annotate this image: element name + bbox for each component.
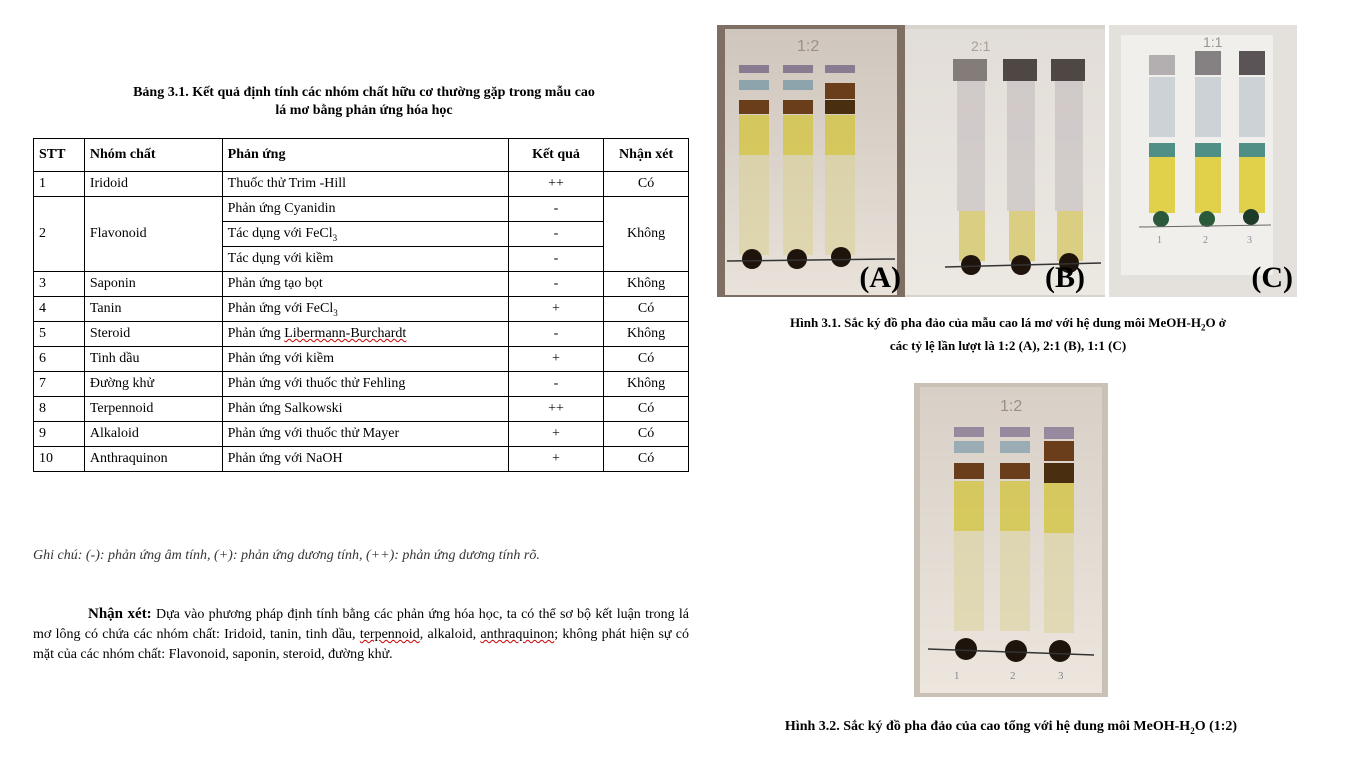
remark-text: , alkaloid, xyxy=(419,627,481,642)
table-row xyxy=(34,347,689,372)
cell-result: - xyxy=(508,372,603,397)
cell-comment: Có xyxy=(604,172,689,197)
cell-stt: 1 xyxy=(34,172,85,197)
cell-group: Tinh dầu xyxy=(84,347,222,372)
cell-comment: Có xyxy=(604,447,689,472)
cell-group: Iridoid xyxy=(84,172,222,197)
cell-comment: Có xyxy=(604,297,689,322)
tlc-plate-b xyxy=(905,25,1105,297)
header-result: Kết quả xyxy=(508,139,603,172)
reaction-name-underlined: Libermann-Burchardt xyxy=(284,326,407,341)
results-table xyxy=(33,138,689,472)
remark-term-anthraquinon: anthraquinon xyxy=(480,627,555,642)
cell-group: Terpennoid xyxy=(84,397,222,422)
cell-reaction: Phản ứng với thuốc thử Fehling xyxy=(222,372,508,397)
figure-3-1 xyxy=(717,25,1297,297)
cell-stt: 8 xyxy=(34,397,85,422)
table-header-row xyxy=(34,139,689,172)
cell-result: ++ xyxy=(508,172,603,197)
cell-stt: 2 xyxy=(34,197,85,272)
caption-text: O ở xyxy=(1205,315,1226,330)
table-caption-line2: lá mơ bằng phản ứng hóa học xyxy=(275,103,453,118)
cell-group: Flavonoid xyxy=(84,197,222,272)
remark-text: Dựa vào phương pháp định tính bằng các phản ứng hóa học, ta có thể sơ bộ kết luận trong lá mơ lông có chứa các nhóm chất: Iridoid, tanin, tinh dầu, xyxy=(33,607,689,642)
cell-stt: 6 xyxy=(34,347,85,372)
panel-label-b: (B) xyxy=(1045,261,1085,294)
tlc-plate-image xyxy=(914,383,1108,697)
cell-comment: Không xyxy=(604,322,689,347)
table-caption-line1: Bảng 3.1. Kết quả định tính các nhóm chất hữu cơ thường gặp trong mẫu cao xyxy=(133,85,595,100)
cell-result: + xyxy=(508,347,603,372)
tlc-plate-c-image xyxy=(1109,25,1297,297)
table-row xyxy=(34,172,689,197)
figure-3-1-caption xyxy=(718,314,1298,355)
cell-result: + xyxy=(508,447,603,472)
cell-comment: Không xyxy=(604,272,689,297)
lane-mark: 2 xyxy=(1010,670,1016,682)
cell-reaction: Phản ứng với thuốc thử Mayer xyxy=(222,422,508,447)
remark-label: Nhận xét: xyxy=(88,606,152,622)
table-row xyxy=(34,372,689,397)
cell-stt: 4 xyxy=(34,297,85,322)
table-row xyxy=(34,197,689,222)
cell-stt: 7 xyxy=(34,372,85,397)
cell-stt: 3 xyxy=(34,272,85,297)
cell-reaction: Tác dụng với kiềm xyxy=(222,247,508,272)
caption-subscript: 2 xyxy=(1200,322,1206,333)
lane-mark: 3 xyxy=(1247,235,1252,246)
subscript: 3 xyxy=(333,307,338,318)
figure-3-2-caption xyxy=(716,718,1306,740)
cell-result: ++ xyxy=(508,397,603,422)
header-comment: Nhận xét xyxy=(604,139,689,172)
header-stt: STT xyxy=(34,139,85,172)
cell-result: - xyxy=(508,247,603,272)
cell-result: + xyxy=(508,422,603,447)
cell-reaction: Thuốc thử Trim -Hill xyxy=(222,172,508,197)
cell-group: Đường khử xyxy=(84,372,222,397)
table-row xyxy=(34,422,689,447)
cell-reaction xyxy=(222,322,508,347)
cell-reaction: Phản ứng Cyanidin xyxy=(222,197,508,222)
cell-reaction: Phản ứng Salkowski xyxy=(222,397,508,422)
cell-comment: Có xyxy=(604,347,689,372)
cell-reaction xyxy=(222,222,508,247)
remark-paragraph xyxy=(33,604,689,665)
tlc-plate-a xyxy=(717,25,905,297)
cell-comment: Không xyxy=(604,197,689,272)
panel-label-a: (A) xyxy=(859,261,901,294)
panel-label-c: (C) xyxy=(1251,261,1293,294)
remark-text: ; không phát hiện sự có mặt của các nhóm chất: Flavonoid, saponin, steroid, đường khử. xyxy=(33,627,689,662)
tlc-plate-c xyxy=(1109,25,1297,297)
caption-text: O (1:2) xyxy=(1194,719,1238,734)
caption-subscript: 2 xyxy=(1190,725,1195,736)
cell-result: - xyxy=(508,197,603,222)
ratio-mark: 1:2 xyxy=(1000,398,1023,415)
cell-stt: 9 xyxy=(34,422,85,447)
cell-result: - xyxy=(508,322,603,347)
table-row xyxy=(34,297,689,322)
header-reaction: Phản ứng xyxy=(222,139,508,172)
tlc-plate-b-image xyxy=(905,25,1105,297)
subscript: 3 xyxy=(332,232,338,243)
table-row xyxy=(34,272,689,297)
cell-comment: Có xyxy=(604,422,689,447)
caption-text: Hình 3.1. Sắc ký đồ pha đảo của mẫu cao lá mơ với hệ dung môi MeOH-H xyxy=(789,315,1201,330)
cell-result: + xyxy=(508,297,603,322)
ratio-mark: 1:2 xyxy=(797,38,820,55)
cell-result: - xyxy=(508,272,603,297)
cell-reaction: Phản ứng tạo bọt xyxy=(222,272,508,297)
table-note: Ghi chú: (-): phản ứng âm tính, (+): phản ứng dương tính, (++): phản ứng dương tính rõ. xyxy=(33,548,540,563)
cell-reaction: Phản ứng với kiềm xyxy=(222,347,508,372)
reaction-text: Tác dụng với FeCl xyxy=(227,225,333,241)
lane-mark: 2 xyxy=(1203,235,1208,246)
table-row xyxy=(34,447,689,472)
cell-group: Steroid xyxy=(84,322,222,347)
table-row xyxy=(34,397,689,422)
lane-mark: 1 xyxy=(1157,235,1162,246)
reaction-text: Phản ứng xyxy=(227,326,285,341)
remark-term-terpennoid: terpennoid xyxy=(359,627,420,642)
cell-group: Tanin xyxy=(84,297,222,322)
cell-reaction xyxy=(222,297,508,322)
lane xyxy=(825,65,855,267)
lane-mark: 1 xyxy=(954,670,960,682)
cell-comment: Có xyxy=(604,397,689,422)
caption-text: Hình 3.2. Sắc ký đồ pha đảo của cao tổng với hệ dung môi MeOH-H xyxy=(784,719,1191,734)
figure-3-2 xyxy=(914,383,1108,697)
tlc-plate-a-image xyxy=(717,25,905,297)
cell-result: - xyxy=(508,222,603,247)
table-row xyxy=(34,322,689,347)
caption-line2: các tỷ lệ lần lượt là 1:2 (A), 2:1 (B), 1:1 (C) xyxy=(889,337,1127,353)
cell-group: Anthraquinon xyxy=(84,447,222,472)
ratio-mark: 1:1 xyxy=(1203,34,1223,50)
cell-stt: 10 xyxy=(34,447,85,472)
reaction-text: Phản ứng với FeCl xyxy=(227,300,334,316)
lane-mark: 3 xyxy=(1058,670,1064,682)
ratio-mark: 2:1 xyxy=(971,38,991,54)
cell-reaction: Phản ứng với NaOH xyxy=(222,447,508,472)
header-group: Nhóm chất xyxy=(84,139,222,172)
table-caption xyxy=(40,84,688,120)
caption-line1 xyxy=(718,314,1298,337)
cell-group: Alkaloid xyxy=(84,422,222,447)
cell-stt: 5 xyxy=(34,322,85,347)
cell-comment: Không xyxy=(604,372,689,397)
cell-group: Saponin xyxy=(84,272,222,297)
